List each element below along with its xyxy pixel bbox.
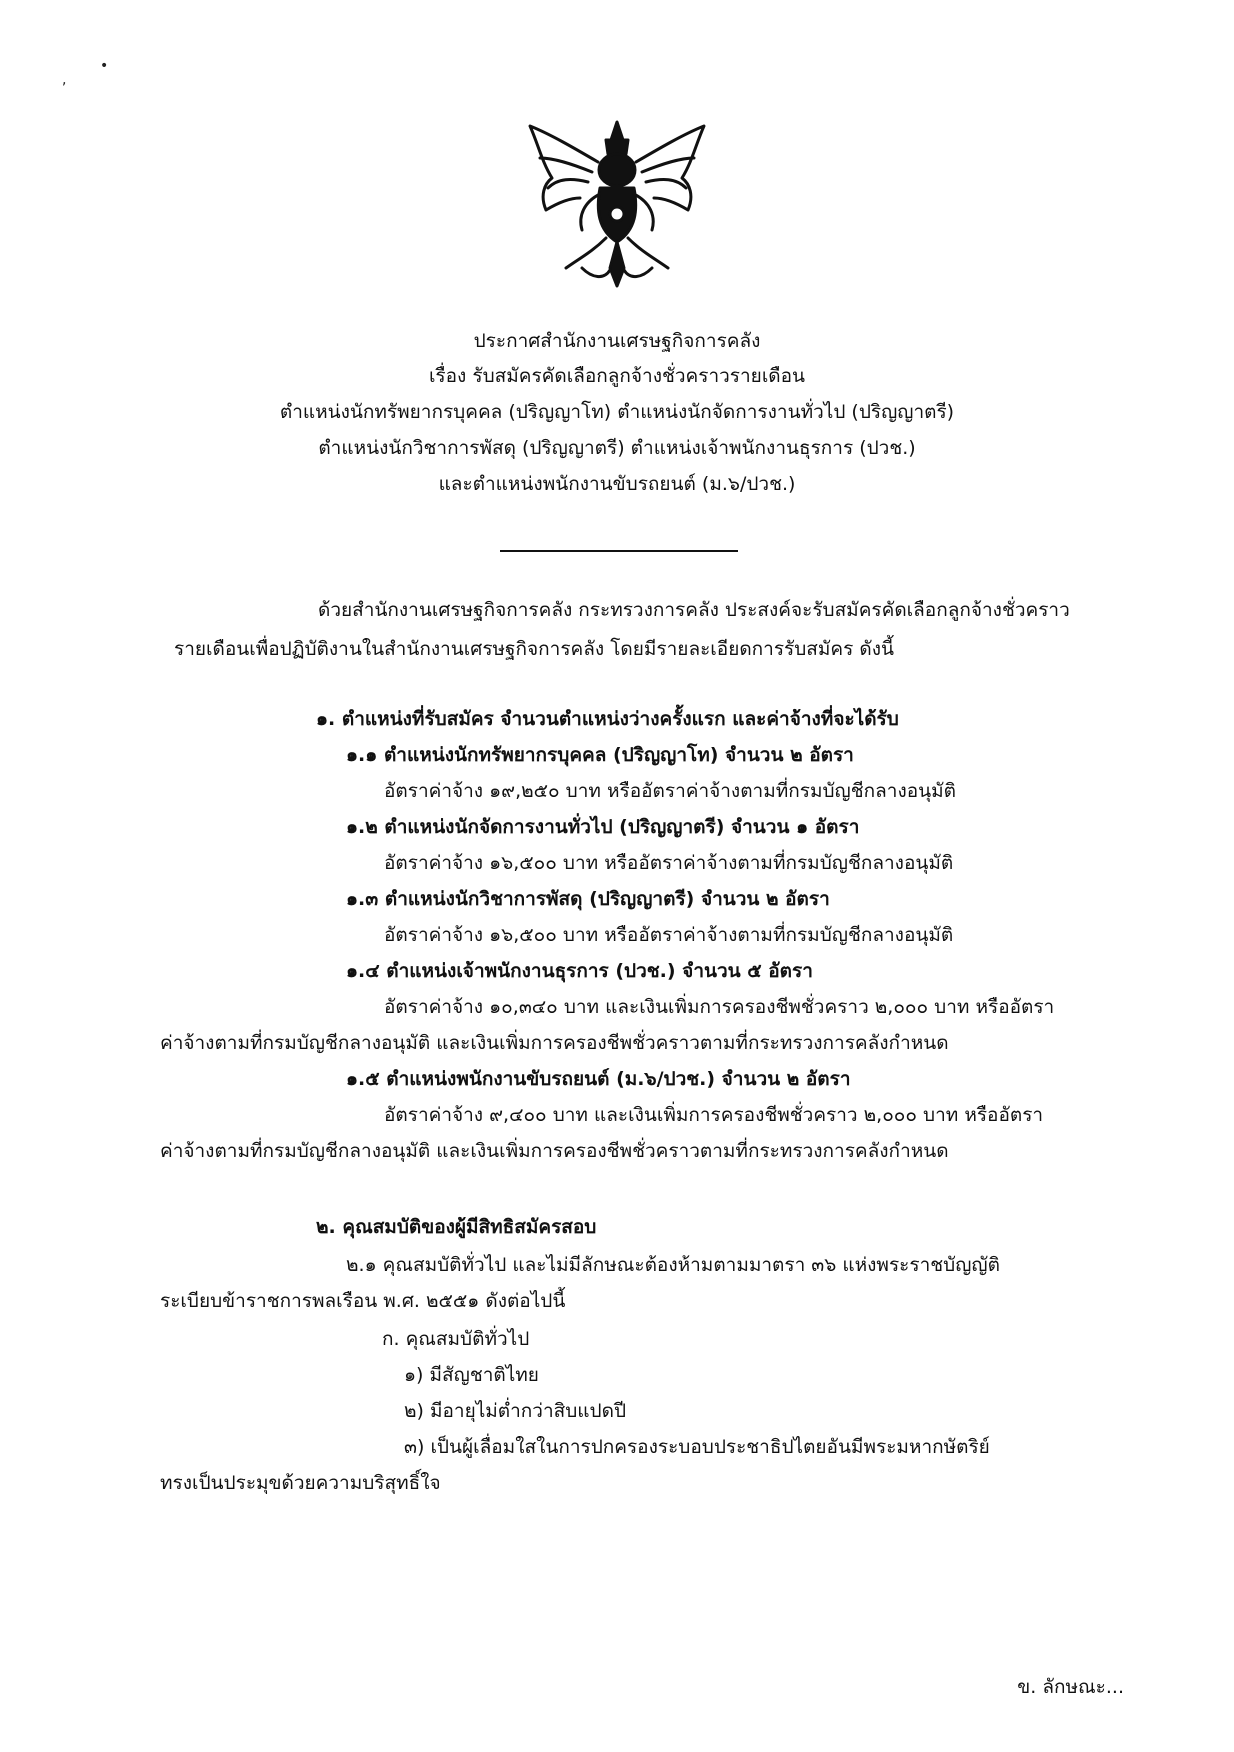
announcement-subject: เรื่อง รับสมัครคัดเลือกลูกจ้างชั่วคราวรายเดือน	[428, 365, 806, 387]
continuation-marker: ข. ลักษณะ...	[1017, 1676, 1124, 1698]
announcement-positions-line: ตำแหน่งนักทรัพยากรบุคคล (ปริญญาโท) ตำแหน่งนักจัดการงานทั่วไป (ปริญญาตรี)	[279, 401, 955, 423]
position-1-3-rate: อัตราค่าจ้าง ๑๖,๕๐๐ บาท หรืออัตราค่าจ้างตามที่กรมบัญชีกลางอนุมัติ	[384, 924, 954, 946]
scan-speck: ,	[62, 72, 67, 88]
section-2-1-line: ๒.๑ คุณสมบัติทั่วไป และไม่มีลักษณะต้องห้ามตามมาตรา ๓๖ แห่งพระราชบัญญัติ	[346, 1254, 1000, 1276]
part-a-heading: ก. คุณสมบัติทั่วไป	[382, 1328, 530, 1350]
position-1-2-rate: อัตราค่าจ้าง ๑๖,๕๐๐ บาท หรืออัตราค่าจ้างตามที่กรมบัญชีกลางอนุมัติ	[384, 852, 954, 874]
position-1-4-title: ๑.๔ ตำแหน่งเจ้าพนักงานธุรการ (ปวช.) จำนวน ๕ อัตรา	[346, 960, 813, 982]
position-1-4-rate: อัตราค่าจ้าง ๑๐,๓๔๐ บาท และเงินเพิ่มการครองชีพชั่วคราว ๒,๐๐๐ บาท หรืออัตรา	[384, 996, 1055, 1018]
qualification-item: ๒) มีอายุไม่ต่ำกว่าสิบแปดปี	[404, 1400, 627, 1422]
intro-paragraph-line: รายเดือนเพื่อปฏิบัติงานในสำนักงานเศรษฐกิจการคลัง โดยมีรายละเอียดการรับสมัคร ดังนี้	[174, 638, 894, 660]
qualification-item: ๓) เป็นผู้เลื่อมใสในการปกครองระบอบประชาธิปไตยอันมีพระมหากษัตริย์	[404, 1436, 990, 1458]
position-1-5-rate: อัตราค่าจ้าง ๙,๔๐๐ บาท และเงินเพิ่มการครองชีพชั่วคราว ๒,๐๐๐ บาท หรืออัตรา	[384, 1104, 1044, 1126]
position-1-3-title: ๑.๓ ตำแหน่งนักวิชาการพัสดุ (ปริญญาตรี) จำนวน ๒ อัตรา	[346, 888, 830, 910]
garuda-emblem-icon	[522, 118, 712, 290]
intro-paragraph-line: ด้วยสำนักงานเศรษฐกิจการคลัง กระทรวงการคลัง ประสงค์จะรับสมัครคัดเลือกลูกจ้างชั่วคราว	[318, 599, 1070, 621]
announcement-positions-line: และตำแหน่งพนักงานขับรถยนต์ (ม.๖/ปวช.)	[438, 473, 796, 495]
scan-speck: •	[100, 58, 109, 74]
section-1-heading: ๑. ตำแหน่งที่รับสมัคร จำนวนตำแหน่งว่างครั้งแรก และค่าจ้างที่จะได้รับ	[316, 708, 899, 730]
position-1-1-rate: อัตราค่าจ้าง ๑๙,๒๕๐ บาท หรืออัตราค่าจ้างตามที่กรมบัญชีกลางอนุมัติ	[384, 780, 956, 802]
position-1-5-rate-cont: ค่าจ้างตามที่กรมบัญชีกลางอนุมัติ และเงินเพิ่มการครองชีพชั่วคราวตามที่กระทรวงการคลังกำหนด	[160, 1140, 949, 1162]
position-1-2-title: ๑.๒ ตำแหน่งนักจัดการงานทั่วไป (ปริญญาตรี) จำนวน ๑ อัตรา	[346, 816, 860, 838]
announcement-positions-line: ตำแหน่งนักวิชาการพัสดุ (ปริญญาตรี) ตำแหน่งเจ้าพนักงานธุรการ (ปวช.)	[318, 437, 916, 459]
qualification-item-cont: ทรงเป็นประมุขด้วยความบริสุทธิ์ใจ	[160, 1472, 441, 1494]
title-divider	[500, 550, 738, 552]
section-2-1-line-cont: ระเบียบข้าราชการพลเรือน พ.ศ. ๒๕๕๑ ดังต่อไปนี้	[160, 1290, 566, 1312]
position-1-5-title: ๑.๕ ตำแหน่งพนักงานขับรถยนต์ (ม.๖/ปวช.) จำนวน ๒ อัตรา	[346, 1068, 851, 1090]
announcement-title: ประกาศสำนักงานเศรษฐกิจการคลัง	[473, 330, 761, 352]
position-1-4-rate-cont: ค่าจ้างตามที่กรมบัญชีกลางอนุมัติ และเงินเพิ่มการครองชีพชั่วคราวตามที่กระทรวงการคลังกำหนด	[160, 1032, 949, 1054]
qualification-item: ๑) มีสัญชาติไทย	[404, 1364, 539, 1386]
position-1-1-title: ๑.๑ ตำแหน่งนักทรัพยากรบุคคล (ปริญญาโท) จำนวน ๒ อัตรา	[346, 744, 854, 766]
section-2-heading: ๒. คุณสมบัติของผู้มีสิทธิสมัครสอบ	[316, 1216, 597, 1238]
